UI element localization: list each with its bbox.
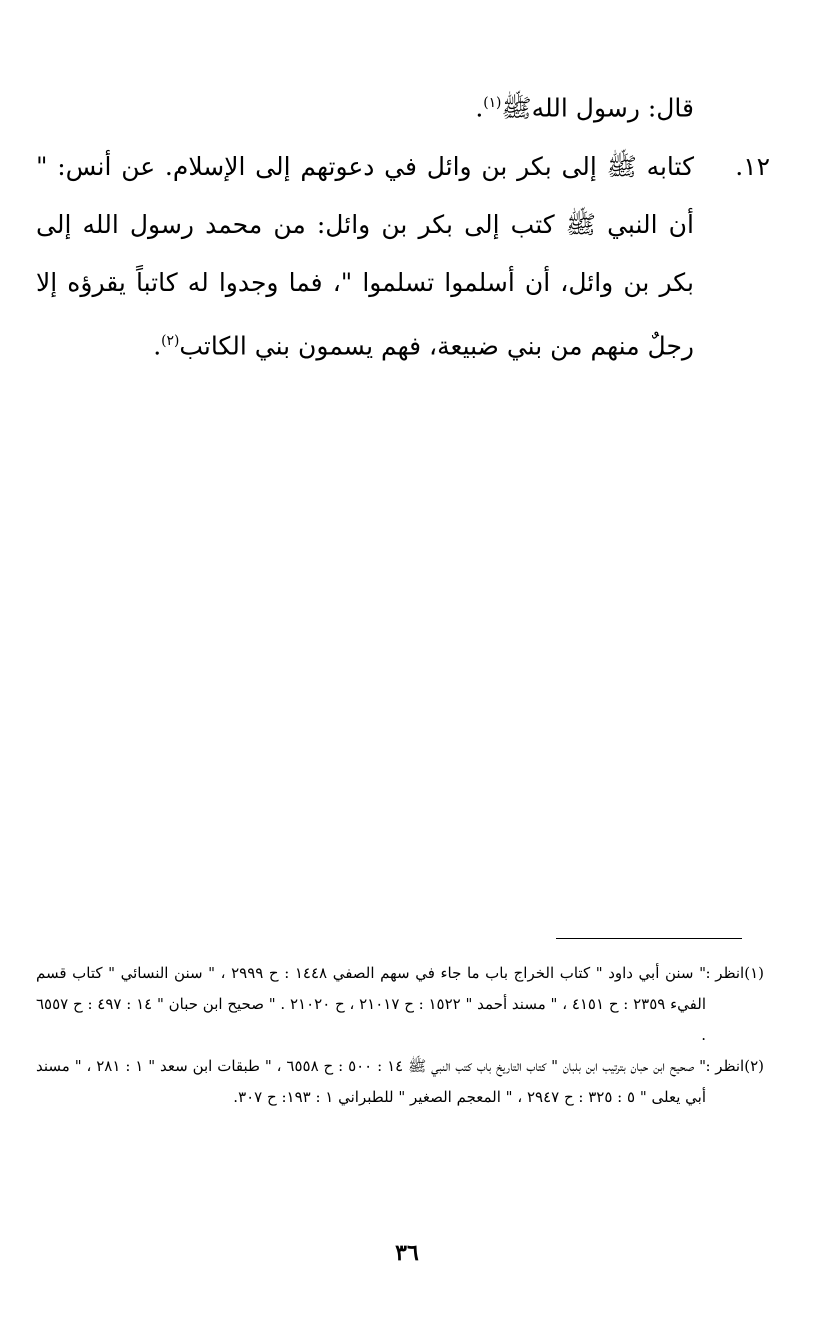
footnotes	[36, 958, 764, 1113]
item-number: ١٢.	[735, 151, 770, 181]
footnote-ref-1: (١)	[483, 95, 502, 111]
footnote-1-text: " سنن أبي داود " كتاب الخراج باب ما جاء في سهم الصفي ١٤٤٨ : ح ٢٩٩٩ ، " سنن النسائي " كتاب قسم الفيء ٢٣٥٩ : ح ٤١٥١ ، " مسند أحمد " ١٥٢٢ : ح ٢١٠١٧ ، ح ٢١٠٢٠ . " صحيح ابن حبان " ١٤ : ٤٩٧ : ح ٦٥٥٧ .	[36, 964, 706, 1044]
line1-end: .	[475, 93, 484, 123]
item-text: كتابه ﷺ إلى بكر بن وائل في دعوتهم إلى الإسلام. عن أنس: " أن النبي ﷺ كتب إلى بكر بن وائل: من محمد رسول الله إلى بكر بن وائل، أن أسلموا تسلموا "، فما وجدوا له كاتباً يقرؤه إلا رجلٌ منهم من بني ضبيعة، فهم يسمون بني الكاتب	[36, 151, 694, 361]
line1-text: قال: رسول اللهﷺ	[501, 93, 694, 123]
footnote-divider	[556, 938, 742, 939]
footnote-ref-2: (٢)	[161, 332, 180, 349]
footnote-2-text: " صحيح ابن حبان بترتيب ابن بلبان " كتاب التاريخ باب كتب النبي ﷺ ١٤ : ٥٠٠ : ح ٦٥٥٨ ، " طبقات ابن سعد " ١ : ٢٨١ ، " مسند أبي يعلى " ٥ : ٣٢٥ : ح ٢٩٤٧ ، " المعجم الصغير " للطبراني ١ : ١٩٣: ح ٣٠٧.	[36, 1057, 707, 1106]
item-end: .	[153, 331, 162, 361]
paragraph-line-1	[36, 74, 694, 138]
footnote-1	[36, 958, 764, 1051]
footnote-2-mark: (٢)انظر :	[705, 1057, 764, 1075]
numbered-item-12	[36, 138, 770, 376]
footnote-2	[36, 1051, 764, 1113]
footnote-1-mark: (١)انظر :	[705, 964, 764, 982]
main-text	[36, 74, 770, 375]
page-number: ٣٦	[395, 1240, 419, 1266]
